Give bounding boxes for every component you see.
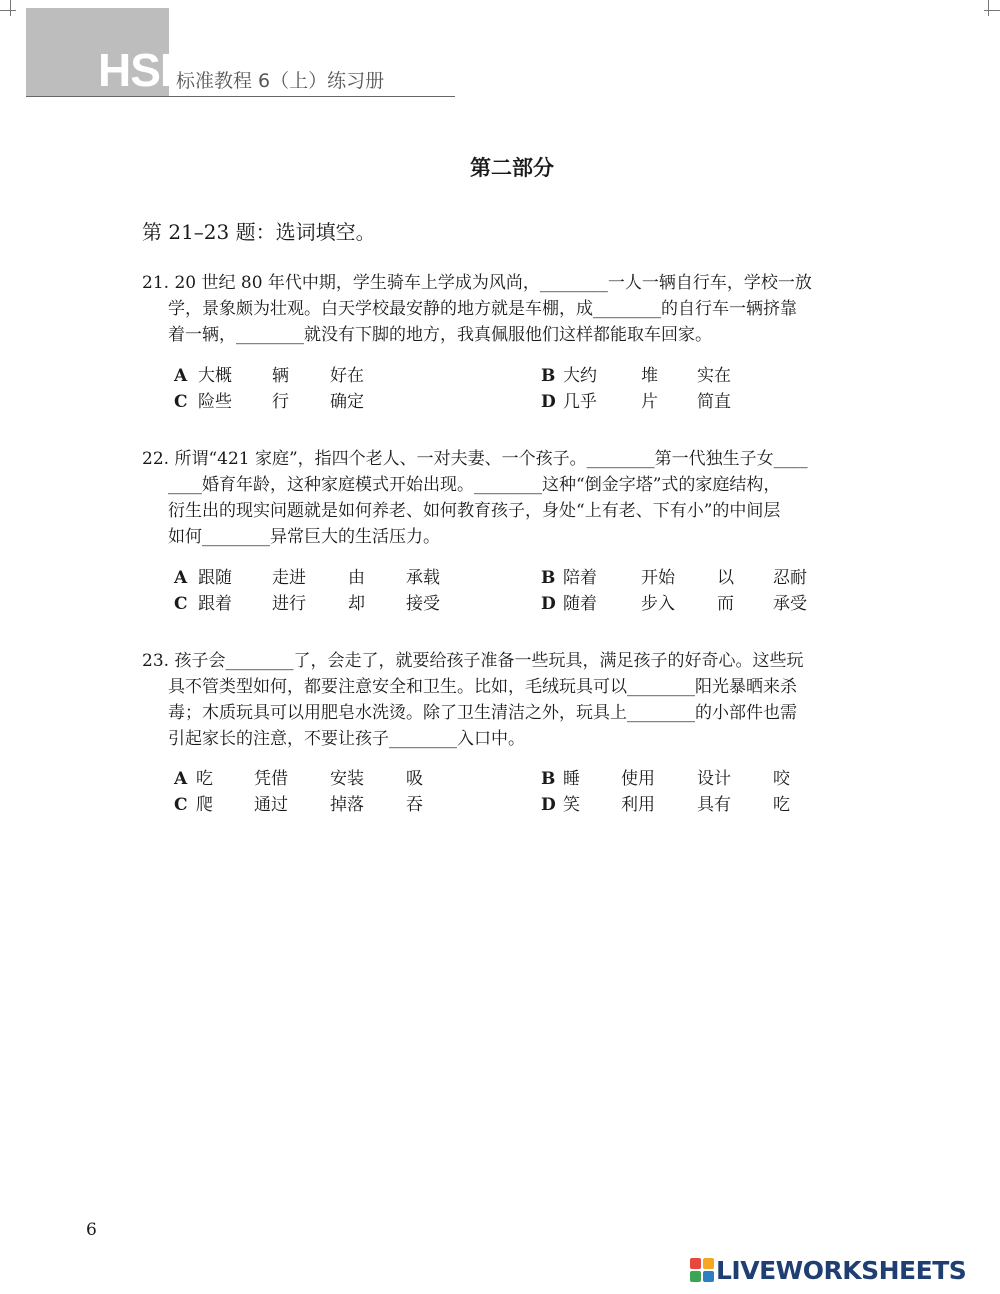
- option-word: 凭借: [254, 769, 288, 789]
- option-word: 实在: [697, 366, 731, 386]
- section-title: 第二部分: [470, 155, 554, 180]
- option-word: 承载: [406, 568, 440, 588]
- option-word: 险些: [198, 392, 232, 412]
- option-word: 吃: [196, 769, 213, 789]
- question-line: 具不管类型如何，都要注意安全和卫生。比如，毛绒玩具可以________阳光暴晒来杀: [168, 677, 797, 697]
- option-word: 吸: [406, 769, 423, 789]
- option-word: 跟着: [198, 594, 232, 614]
- option-c[interactable]: C 跟着 进行 却 接受: [174, 594, 440, 614]
- option-word: 接受: [406, 594, 440, 614]
- crop-mark: [988, 0, 989, 16]
- question-line: ____婚育年龄，这种家庭模式开始出现。________这种“倒金字塔”式的家庭结构，: [168, 475, 781, 495]
- option-b[interactable]: B 睡 使用 设计 咬: [541, 769, 790, 789]
- option-word: 吞: [406, 795, 423, 815]
- option-word: 好在: [330, 366, 364, 386]
- instruction: 第 21–23 题：选词填空。: [142, 220, 376, 244]
- crop-mark: [984, 10, 1000, 11]
- option-word: 随着: [563, 594, 597, 614]
- option-a[interactable]: A 跟随 走进 由 承载: [174, 568, 440, 588]
- option-word: 具有: [697, 795, 731, 815]
- option-c[interactable]: C 爬 通过 掉落 吞: [174, 795, 423, 815]
- question-line: 如何________异常巨大的生活压力。: [168, 527, 440, 547]
- option-d[interactable]: D 几乎 片 简直: [541, 392, 731, 412]
- option-word: 使用: [621, 769, 655, 789]
- question-22: [142, 446, 887, 550]
- option-word: 简直: [697, 392, 731, 412]
- question-line: 衍生出的现实问题就是如何养老、如何教育孩子，身处“上有老、下有小”的中间层: [168, 501, 781, 521]
- book-title: 标准教程 6（上）练习册: [176, 70, 385, 92]
- option-d[interactable]: D 笑 利用 具有 吃: [541, 795, 790, 815]
- option-word: 步入: [641, 594, 675, 614]
- option-word: 片: [641, 392, 658, 412]
- watermark-text: LIVEWORKSHEETS: [716, 1255, 967, 1285]
- option-word: 陪着: [563, 568, 597, 588]
- question-line: 23. 孩子会________了，会走了，就要给孩子准备一些玩具，满足孩子的好奇心。这些玩: [142, 651, 804, 671]
- option-word: 通过: [254, 795, 288, 815]
- liveworksheets-logo-icon: [690, 1258, 714, 1282]
- option-b[interactable]: B 陪着 开始 以 忍耐: [541, 568, 807, 588]
- option-word: 辆: [272, 366, 289, 386]
- option-word: 堆: [641, 366, 658, 386]
- option-word: 忍耐: [773, 568, 807, 588]
- option-word: 进行: [272, 594, 306, 614]
- option-word: 确定: [330, 392, 364, 412]
- option-word: 利用: [621, 795, 655, 815]
- option-a[interactable]: A 吃 凭借 安装 吸: [174, 769, 423, 789]
- option-word: 安装: [330, 769, 364, 789]
- question-line: 毒；木质玩具可以用肥皂水洗烫。除了卫生清洁之外，玩具上________的小部件也需: [168, 703, 797, 723]
- question-line: 引起家长的注意，不要让孩子________入口中。: [168, 729, 525, 749]
- option-word: 以: [717, 568, 734, 588]
- option-word: 大概: [198, 366, 232, 386]
- option-word: 跟随: [198, 568, 232, 588]
- question-21: [142, 270, 887, 348]
- option-word: 掉落: [330, 795, 364, 815]
- hsk-logo: HSK: [98, 44, 193, 96]
- option-word: 大约: [563, 366, 597, 386]
- crop-mark: [10, 0, 11, 16]
- option-b[interactable]: B 大约 堆 实在: [541, 366, 731, 386]
- option-word: 承受: [773, 594, 807, 614]
- option-word: 开始: [641, 568, 675, 588]
- option-word: 吃: [773, 795, 790, 815]
- option-c[interactable]: C 险些 行 确定: [174, 392, 364, 412]
- option-a[interactable]: A 大概 辆 好在: [174, 366, 364, 386]
- question-line: 22. 所谓“421 家庭”，指四个老人、一对夫妻、一个孩子。________第一代独生子女____: [142, 449, 808, 469]
- option-word: 走进: [272, 568, 306, 588]
- question-line: 学，景象颇为壮观。白天学校最安静的地方就是车棚，成________的自行车一辆挤靠: [168, 299, 797, 319]
- option-word: 几乎: [563, 392, 597, 412]
- option-word: 咬: [773, 769, 790, 789]
- option-word: 却: [348, 594, 365, 614]
- page-number: 6: [86, 1220, 97, 1240]
- crop-mark: [0, 10, 16, 11]
- question-line: 21. 20 世纪 80 年代中期，学生骑车上学成为风尚，________一人一辆自行车，学校一放: [142, 273, 812, 293]
- option-word: 笑: [563, 795, 580, 815]
- header-divider: [26, 96, 455, 97]
- liveworksheets-watermark: [690, 1254, 990, 1286]
- option-word: 而: [717, 594, 734, 614]
- option-word: 由: [348, 568, 365, 588]
- question-line: 着一辆，________就没有下脚的地方，我真佩服他们这样都能取车回家。: [168, 325, 712, 345]
- option-word: 行: [272, 392, 289, 412]
- question-23: [142, 648, 887, 752]
- option-word: 设计: [697, 769, 731, 789]
- option-word: 爬: [196, 795, 213, 815]
- option-d[interactable]: D 随着 步入 而 承受: [541, 594, 807, 614]
- option-word: 睡: [563, 769, 580, 789]
